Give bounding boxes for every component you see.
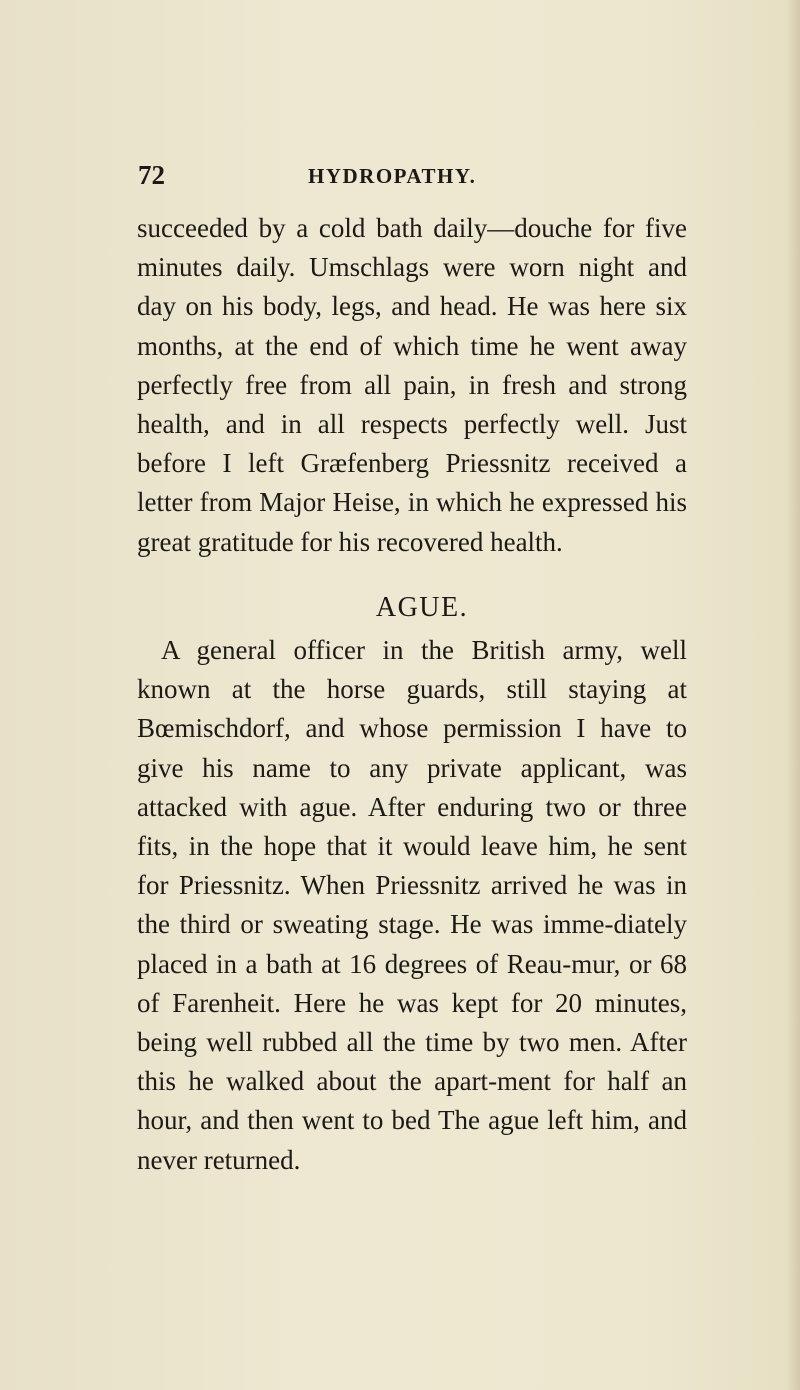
body-text — [137, 209, 687, 1180]
section-heading: AGUE. — [375, 591, 469, 623]
page-edge-shadow — [786, 0, 800, 1390]
running-head: HYDROPATHY. — [308, 164, 477, 188]
page-number: 72 — [138, 160, 165, 190]
page-header — [138, 160, 698, 196]
paragraph-1: succeeded by a cold bath daily—douche for five minutes daily. Umschlags were worn night and day on his body, legs, and head. He was here six months, at the end of which time he went away perfectly free from all pain, in fresh and strong health, and in all respects perfectly well. Just before I left Græfenberg Priessnitz received a letter from Major Heise, in which he expressed his great gratitude for his recovered health. — [137, 213, 687, 557]
paragraph-2: A general officer in the British army, well known at the horse guards, still staying at Bœmischdorf, and whose permission I have to give his name to any private applicant, was attacked with ague. After enduring two or three fits, in the hope that it would leave him, he sent for Priessnitz. When Priessnitz arrived he was in the third or sweating stage. He was imme-diately placed in a bath at 16 degrees of Reau-mur, or 68 of Farenheit. Here he was kept for 20 minutes, being well rubbed all the time by two men. After this he walked about the apart-ment for half an hour, and then went to bed The ague left him, and never returned. — [137, 635, 687, 1175]
